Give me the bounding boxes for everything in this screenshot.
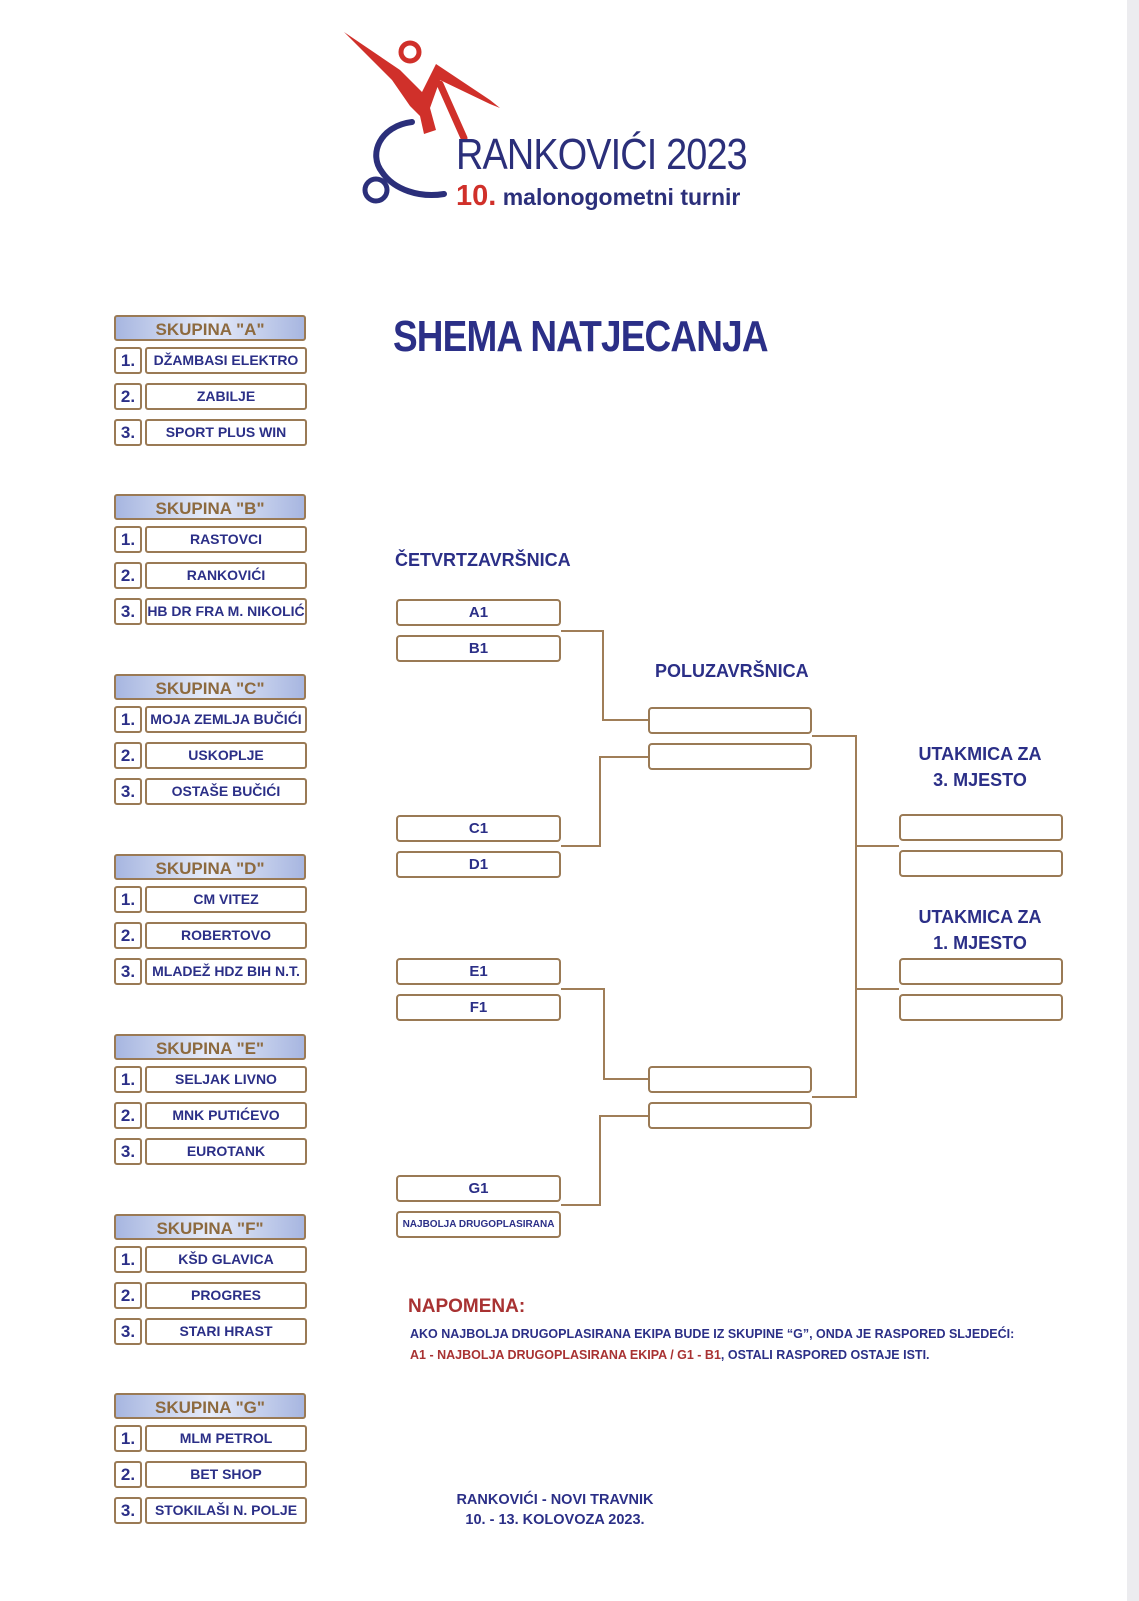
logo-subtitle-text: malonogometni turnir <box>502 184 741 210</box>
bracket-line <box>599 1115 601 1206</box>
third-place-slot <box>899 814 1063 841</box>
semifinal-slot <box>648 1066 812 1093</box>
third-place-label-line2: 3. MJESTO <box>933 770 1027 790</box>
page-title: SHEMA NATJECANJA <box>393 312 768 361</box>
bracket-line <box>603 988 605 1080</box>
group-header: SKUPINA "B" <box>114 494 306 520</box>
group-header: SKUPINA "F" <box>114 1214 306 1240</box>
team-name: OSTAŠE BUČIĆI <box>145 778 307 805</box>
team-rank: 1. <box>114 1246 142 1273</box>
team-rank: 1. <box>114 347 142 374</box>
team-row <box>114 742 310 769</box>
team-name: HB DR FRA M. NIKOLIĆ <box>145 598 307 625</box>
team-name: BET SHOP <box>145 1461 307 1488</box>
quarterfinal-slot: B1 <box>396 635 561 662</box>
bracket-line <box>603 1078 648 1080</box>
team-row <box>114 598 310 625</box>
page-edge <box>1127 0 1139 1601</box>
team-rank: 2. <box>114 922 142 949</box>
bracket-line <box>561 630 603 632</box>
team-rank: 1. <box>114 706 142 733</box>
logo-subtitle <box>456 180 740 213</box>
team-rank: 3. <box>114 778 142 805</box>
team-rank: 2. <box>114 1102 142 1129</box>
group-header: SKUPINA "A" <box>114 315 306 341</box>
group-header: SKUPINA "G" <box>114 1393 306 1419</box>
bracket-line <box>602 719 648 721</box>
team-row <box>114 1425 310 1452</box>
note-line-1: AKO NAJBOLJA DRUGOPLASIRANA EKIPA BUDE IZ SKUPINE “G”, ONDA JE RASPORED SLJEDEĆI: <box>410 1327 1015 1341</box>
team-row <box>114 1461 310 1488</box>
team-row <box>114 958 310 985</box>
team-rank: 2. <box>114 1461 142 1488</box>
team-row <box>114 886 310 913</box>
note-title: NAPOMENA: <box>408 1296 526 1317</box>
group-header: SKUPINA "C" <box>114 674 306 700</box>
team-row <box>114 1066 310 1093</box>
team-name: RASTOVCI <box>145 526 307 553</box>
team-row <box>114 383 310 410</box>
team-name: EUROTANK <box>145 1138 307 1165</box>
team-name: MLADEŽ HDZ BIH N.T. <box>145 958 307 985</box>
semifinal-label: POLUZAVRŠNICA <box>655 661 809 681</box>
bracket-line <box>602 630 604 721</box>
quarterfinal-slot: G1 <box>396 1175 561 1202</box>
team-name: PROGRES <box>145 1282 307 1309</box>
footer-dates: 10. - 13. KOLOVOZA 2023. <box>465 1512 645 1528</box>
team-row <box>114 1282 310 1309</box>
note-line-2 <box>410 1348 930 1362</box>
quarterfinal-slot: F1 <box>396 994 561 1021</box>
note-line-2-rest: , OSTALI RASPORED OSTAJE ISTI. <box>720 1348 930 1362</box>
team-row <box>114 1102 310 1129</box>
team-row <box>114 778 310 805</box>
quarterfinal-slot: E1 <box>396 958 561 985</box>
team-rank: 3. <box>114 419 142 446</box>
team-rank: 2. <box>114 742 142 769</box>
team-row <box>114 706 310 733</box>
team-row <box>114 562 310 589</box>
logo-edition-number: 10. <box>456 180 497 212</box>
team-name: ZABILJE <box>145 383 307 410</box>
team-rank: 1. <box>114 886 142 913</box>
final-slot <box>899 958 1063 985</box>
team-rank: 3. <box>114 1138 142 1165</box>
quarterfinal-slot: A1 <box>396 599 561 626</box>
team-rank: 1. <box>114 1066 142 1093</box>
team-rank: 2. <box>114 383 142 410</box>
team-name: MLM PETROL <box>145 1425 307 1452</box>
third-place-label-line1: UTAKMICA ZA <box>918 744 1042 764</box>
team-rank: 3. <box>114 1497 142 1524</box>
quarterfinal-label: ČETVRTZAVRŠNICA <box>395 550 571 570</box>
team-name: KŠD GLAVICA <box>145 1246 307 1273</box>
team-row <box>114 1318 310 1345</box>
bracket-line <box>561 845 601 847</box>
team-rank: 2. <box>114 1282 142 1309</box>
bracket-line <box>855 988 899 990</box>
team-row <box>114 526 310 553</box>
quarterfinal-slot: NAJBOLJA DRUGOPLASIRANA <box>396 1211 561 1238</box>
quarterfinal-slot: D1 <box>396 851 561 878</box>
group-header: SKUPINA "D" <box>114 854 306 880</box>
team-rank: 3. <box>114 1318 142 1345</box>
team-rank: 1. <box>114 1425 142 1452</box>
bracket-line <box>561 988 604 990</box>
bracket-line <box>855 845 899 847</box>
bracket-line <box>812 735 857 737</box>
team-name: SELJAK LIVNO <box>145 1066 307 1093</box>
group-header: SKUPINA "E" <box>114 1034 306 1060</box>
final-slot <box>899 994 1063 1021</box>
team-name: STARI HRAST <box>145 1318 307 1345</box>
team-row <box>114 1138 310 1165</box>
team-name: DŽAMBASI ELEKTRO <box>145 347 307 374</box>
team-name: ROBERTOVO <box>145 922 307 949</box>
team-rank: 1. <box>114 526 142 553</box>
bracket-line <box>599 1115 648 1117</box>
team-rank: 2. <box>114 562 142 589</box>
logo-title: RANKOVIĆI 2023 <box>456 130 747 179</box>
team-name: MOJA ZEMLJA BUČIĆI <box>145 706 307 733</box>
team-rank: 3. <box>114 958 142 985</box>
team-name: STOKILAŠI N. POLJE <box>145 1497 307 1524</box>
semifinal-slot <box>648 707 812 734</box>
final-label-line2: 1. MJESTO <box>933 933 1027 953</box>
team-name: USKOPLJE <box>145 742 307 769</box>
team-row <box>114 1497 310 1524</box>
team-name: MNK PUTIĆEVO <box>145 1102 307 1129</box>
team-row <box>114 1246 310 1273</box>
final-label-line1: UTAKMICA ZA <box>918 907 1042 927</box>
team-row <box>114 419 310 446</box>
team-name: RANKOVIĆI <box>145 562 307 589</box>
quarterfinal-slot: C1 <box>396 815 561 842</box>
team-rank: 3. <box>114 598 142 625</box>
bracket-line <box>855 735 857 1098</box>
team-row <box>114 922 310 949</box>
team-name: SPORT PLUS WIN <box>145 419 307 446</box>
bracket-line <box>812 1096 857 1098</box>
bracket-line <box>599 756 648 758</box>
team-name: CM VITEZ <box>145 886 307 913</box>
bracket-line <box>561 1204 601 1206</box>
note-line-2-highlight: A1 - NAJBOLJA DRUGOPLASIRANA EKIPA / G1 - B1 <box>410 1348 721 1362</box>
team-row <box>114 347 310 374</box>
third-place-slot <box>899 850 1063 877</box>
footer-place: RANKOVIĆI - NOVI TRAVNIK <box>456 1492 654 1508</box>
semifinal-slot <box>648 1102 812 1129</box>
semifinal-slot <box>648 743 812 770</box>
bracket-line <box>599 756 601 847</box>
